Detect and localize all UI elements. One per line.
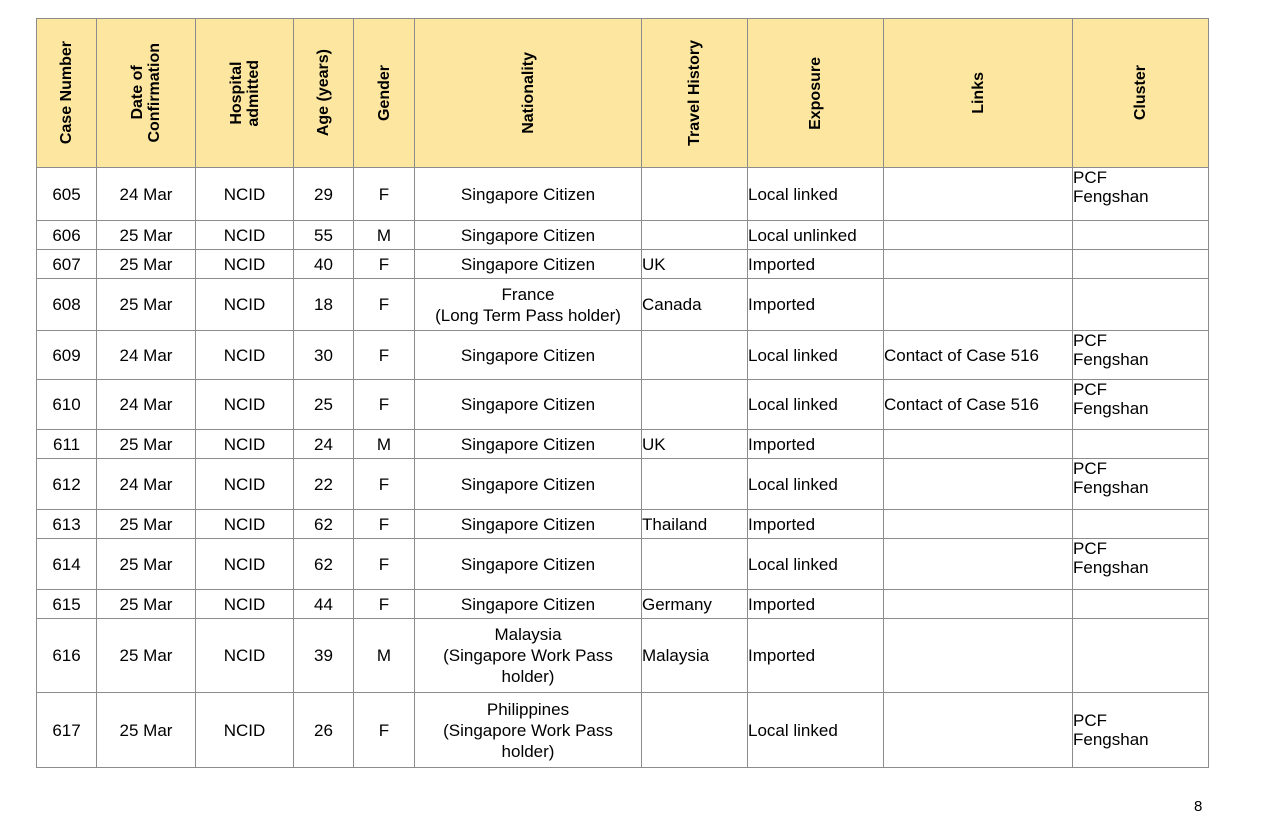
exposure-cell: [748, 331, 884, 380]
links-cell: [884, 331, 1073, 380]
date-of-confirmation-value: 25 Mar: [119, 646, 173, 665]
age-value: 62: [314, 554, 333, 574]
hospital-admitted-value: NCID: [223, 646, 266, 665]
age-cell: [294, 590, 354, 619]
gender-value: F: [378, 295, 390, 314]
age-value: 40: [314, 254, 333, 274]
hospital-admitted-value: NCID: [223, 474, 266, 494]
nationality-value: Malaysia (Singapore Work Pass holder): [443, 625, 613, 686]
case-number-cell: [37, 539, 97, 590]
case-number-value: 617: [52, 720, 81, 740]
cluster-value: PCF Fengshan: [1073, 539, 1149, 577]
gender-cell: [354, 380, 415, 430]
exposure-value: Imported: [748, 254, 816, 274]
table-header: [37, 19, 1209, 168]
nationality-cell: [415, 279, 642, 331]
travel-history-cell: [642, 279, 748, 331]
nationality-value: Singapore Citizen: [460, 594, 596, 614]
nationality-value: Singapore Citizen: [460, 474, 596, 494]
exposure-cell: [748, 380, 884, 430]
case-number-cell: [37, 619, 97, 693]
gender-cell: [354, 279, 415, 331]
date-of-confirmation-value: 25 Mar: [119, 254, 173, 274]
age-cell: [294, 459, 354, 510]
case-number-cell: [37, 380, 97, 430]
nationality-value: Singapore Citizen: [460, 514, 596, 534]
links-cell: [884, 279, 1073, 331]
column-header-label: Gender: [375, 64, 393, 121]
age-value: 62: [314, 514, 333, 534]
date-of-confirmation-value: 24 Mar: [119, 395, 173, 414]
links-cell: [884, 380, 1073, 430]
column-header-label: Date of Confirmation: [129, 43, 163, 143]
case-number-value: 610: [52, 395, 81, 414]
age-cell: [294, 168, 354, 221]
travel-history-cell: [642, 693, 748, 768]
column-header: [884, 19, 1073, 168]
header-row: [37, 19, 1209, 168]
age-cell: [294, 221, 354, 250]
nationality-cell: [415, 590, 642, 619]
nationality-cell: [415, 619, 642, 693]
travel-history-cell: [642, 459, 748, 510]
hospital-admitted-cell: [196, 693, 294, 768]
date-of-confirmation-cell: [97, 459, 196, 510]
hospital-admitted-value: NCID: [223, 514, 266, 534]
date-of-confirmation-cell: [97, 168, 196, 221]
links-value: Contact of Case 516: [884, 395, 1039, 414]
date-of-confirmation-value: 24 Mar: [119, 345, 173, 365]
nationality-cell: [415, 459, 642, 510]
case-number-cell: [37, 430, 97, 459]
case-number-value: 613: [52, 514, 81, 534]
cluster-value: PCF Fengshan: [1073, 711, 1149, 749]
gender-cell: [354, 590, 415, 619]
hospital-admitted-value: NCID: [223, 395, 266, 414]
exposure-cell: [748, 590, 884, 619]
travel-history-value: UK: [642, 254, 666, 274]
gender-value: F: [378, 720, 390, 740]
hospital-admitted-value: NCID: [223, 720, 266, 740]
travel-history-value: Germany: [642, 594, 712, 614]
date-of-confirmation-cell: [97, 279, 196, 331]
date-of-confirmation-value: 25 Mar: [119, 225, 173, 245]
nationality-cell: [415, 221, 642, 250]
exposure-value: Imported: [748, 295, 816, 314]
age-cell: [294, 510, 354, 539]
exposure-cell: [748, 539, 884, 590]
cluster-cell: [1073, 221, 1209, 250]
gender-value: M: [376, 225, 392, 245]
case-number-cell: [37, 250, 97, 279]
gender-cell: [354, 221, 415, 250]
exposure-value: Imported: [748, 594, 816, 614]
date-of-confirmation-value: 24 Mar: [119, 474, 173, 494]
links-value: Contact of Case 516: [884, 345, 1039, 365]
gender-value: M: [376, 646, 392, 665]
column-header: [196, 19, 294, 168]
column-header: [415, 19, 642, 168]
case-number-cell: [37, 279, 97, 331]
exposure-cell: [748, 459, 884, 510]
age-cell: [294, 331, 354, 380]
travel-history-cell: [642, 539, 748, 590]
travel-history-cell: [642, 430, 748, 459]
exposure-cell: [748, 250, 884, 279]
hospital-admitted-value: NCID: [223, 225, 266, 245]
exposure-value: Local linked: [748, 720, 838, 740]
date-of-confirmation-cell: [97, 693, 196, 768]
gender-cell: [354, 168, 415, 221]
cluster-value: PCF Fengshan: [1073, 380, 1149, 418]
cluster-cell: [1073, 168, 1209, 221]
cluster-cell: [1073, 331, 1209, 380]
exposure-value: Local linked: [748, 474, 838, 494]
case-number-value: 607: [52, 254, 81, 274]
gender-cell: [354, 430, 415, 459]
column-header: [642, 19, 748, 168]
travel-history-cell: [642, 380, 748, 430]
hospital-admitted-cell: [196, 590, 294, 619]
case-number-value: 611: [52, 434, 81, 454]
case-number-value: 614: [52, 554, 81, 574]
case-number-value: 609: [52, 345, 81, 365]
column-header: [748, 19, 884, 168]
date-of-confirmation-cell: [97, 510, 196, 539]
hospital-admitted-value: NCID: [223, 295, 266, 314]
travel-history-cell: [642, 510, 748, 539]
date-of-confirmation-cell: [97, 619, 196, 693]
nationality-value: Philippines (Singapore Work Pass holder): [443, 699, 613, 761]
exposure-cell: [748, 510, 884, 539]
travel-history-value: Canada: [642, 295, 702, 314]
table-row: [37, 430, 1209, 459]
date-of-confirmation-value: 25 Mar: [119, 720, 173, 740]
nationality-cell: [415, 430, 642, 459]
nationality-cell: [415, 539, 642, 590]
date-of-confirmation-value: 24 Mar: [119, 184, 173, 204]
case-number-value: 615: [52, 594, 81, 614]
column-header-label: Travel History: [686, 40, 703, 146]
date-of-confirmation-value: 25 Mar: [119, 514, 173, 534]
case-number-value: 608: [52, 295, 81, 314]
cluster-cell: [1073, 590, 1209, 619]
travel-history-cell: [642, 590, 748, 619]
exposure-value: Local linked: [748, 554, 838, 574]
case-number-cell: [37, 459, 97, 510]
cluster-cell: [1073, 250, 1209, 279]
exposure-value: Local linked: [748, 345, 838, 365]
travel-history-value: UK: [642, 434, 666, 454]
links-cell: [884, 168, 1073, 221]
cluster-cell: [1073, 459, 1209, 510]
page-number: 8: [1194, 798, 1203, 815]
table-row: [37, 279, 1209, 331]
gender-cell: [354, 250, 415, 279]
column-header: [37, 19, 97, 168]
nationality-value: Singapore Citizen: [460, 345, 596, 365]
column-header: [1073, 19, 1209, 168]
cluster-cell: [1073, 279, 1209, 331]
gender-cell: [354, 331, 415, 380]
hospital-admitted-cell: [196, 619, 294, 693]
hospital-admitted-value: NCID: [223, 254, 266, 274]
date-of-confirmation-value: 25 Mar: [119, 554, 173, 574]
exposure-value: Imported: [748, 646, 816, 665]
nationality-value: Singapore Citizen: [460, 225, 596, 245]
table-row: [37, 539, 1209, 590]
column-header-label: Cluster: [1132, 65, 1149, 121]
gender-cell: [354, 539, 415, 590]
case-number-value: 612: [52, 474, 81, 494]
date-of-confirmation-value: 25 Mar: [119, 594, 173, 614]
hospital-admitted-value: NCID: [223, 554, 266, 574]
gender-cell: [354, 693, 415, 768]
travel-history-value: Malaysia: [642, 646, 710, 665]
table-row: [37, 459, 1209, 510]
age-value: 39: [314, 646, 333, 665]
cluster-cell: [1073, 619, 1209, 693]
case-number-cell: [37, 221, 97, 250]
gender-value: F: [378, 554, 390, 574]
table-row: [37, 590, 1209, 619]
nationality-value: Singapore Citizen: [460, 554, 596, 574]
date-of-confirmation-value: 25 Mar: [119, 295, 173, 314]
exposure-cell: [748, 221, 884, 250]
case-number-cell: [37, 590, 97, 619]
links-cell: [884, 619, 1073, 693]
hospital-admitted-value: NCID: [223, 184, 266, 204]
nationality-value: Singapore Citizen: [460, 254, 596, 274]
travel-history-cell: [642, 221, 748, 250]
exposure-cell: [748, 619, 884, 693]
case-number-value: 616: [52, 646, 81, 665]
age-cell: [294, 250, 354, 279]
date-of-confirmation-cell: [97, 221, 196, 250]
age-value: 29: [314, 184, 333, 204]
gender-value: F: [378, 395, 390, 414]
hospital-admitted-value: NCID: [223, 345, 266, 365]
nationality-cell: [415, 693, 642, 768]
hospital-admitted-cell: [196, 539, 294, 590]
age-value: 44: [314, 594, 333, 614]
age-value: 22: [314, 474, 333, 494]
gender-value: F: [378, 184, 390, 204]
date-of-confirmation-cell: [97, 331, 196, 380]
column-header-label: Age (years): [315, 49, 332, 137]
exposure-value: Imported: [748, 514, 816, 534]
gender-value: M: [376, 434, 392, 454]
nationality-cell: [415, 380, 642, 430]
exposure-value: Local linked: [748, 395, 838, 414]
hospital-admitted-cell: [196, 221, 294, 250]
links-cell: [884, 693, 1073, 768]
travel-history-cell: [642, 250, 748, 279]
date-of-confirmation-cell: [97, 250, 196, 279]
links-cell: [884, 221, 1073, 250]
case-number-cell: [37, 510, 97, 539]
table-row: [37, 380, 1209, 430]
table-row: [37, 221, 1209, 250]
exposure-cell: [748, 168, 884, 221]
table-body: [37, 168, 1209, 768]
gender-value: F: [378, 514, 390, 534]
date-of-confirmation-value: 25 Mar: [119, 434, 173, 454]
case-number-value: 605: [52, 184, 81, 204]
nationality-value: Singapore Citizen: [460, 434, 596, 454]
age-value: 24: [314, 434, 333, 454]
column-header: [97, 19, 196, 168]
age-cell: [294, 693, 354, 768]
nationality-value: France (Long Term Pass holder): [435, 284, 621, 325]
nationality-cell: [415, 250, 642, 279]
links-cell: [884, 430, 1073, 459]
travel-history-cell: [642, 168, 748, 221]
nationality-cell: [415, 168, 642, 221]
exposure-value: Imported: [748, 434, 816, 454]
hospital-admitted-cell: [196, 168, 294, 221]
table-row: [37, 693, 1209, 768]
table-row: [37, 619, 1209, 693]
case-number-cell: [37, 331, 97, 380]
column-header-label: Hospital admitted: [227, 59, 262, 127]
column-header-label: Nationality: [519, 52, 537, 134]
cluster-value: PCF Fengshan: [1073, 459, 1149, 497]
column-header-label: Exposure: [807, 56, 824, 130]
column-header-label: Case Number: [58, 41, 75, 145]
age-cell: [294, 430, 354, 459]
nationality-value: Singapore Citizen: [460, 184, 596, 204]
cluster-cell: [1073, 510, 1209, 539]
travel-history-cell: [642, 619, 748, 693]
links-cell: [884, 590, 1073, 619]
links-cell: [884, 250, 1073, 279]
cluster-cell: [1073, 693, 1209, 768]
exposure-cell: [748, 430, 884, 459]
links-cell: [884, 459, 1073, 510]
exposure-cell: [748, 693, 884, 768]
age-cell: [294, 380, 354, 430]
travel-history-value: Thailand: [642, 514, 708, 534]
age-value: 30: [314, 345, 333, 365]
hospital-admitted-value: NCID: [223, 434, 266, 454]
table-row: [37, 331, 1209, 380]
cases-table: [36, 18, 1209, 768]
hospital-admitted-cell: [196, 510, 294, 539]
column-header: [354, 19, 415, 168]
date-of-confirmation-cell: [97, 380, 196, 430]
nationality-value: Singapore Citizen: [460, 395, 596, 414]
gender-value: F: [378, 594, 390, 614]
links-cell: [884, 510, 1073, 539]
hospital-admitted-cell: [196, 331, 294, 380]
cluster-cell: [1073, 539, 1209, 590]
date-of-confirmation-cell: [97, 539, 196, 590]
nationality-cell: [415, 510, 642, 539]
age-cell: [294, 279, 354, 331]
gender-value: F: [378, 345, 390, 365]
gender-cell: [354, 510, 415, 539]
column-header: [294, 19, 354, 168]
links-cell: [884, 539, 1073, 590]
exposure-value: Local unlinked: [748, 225, 857, 245]
column-header-label: Links: [969, 72, 987, 114]
exposure-cell: [748, 279, 884, 331]
age-value: 26: [314, 720, 333, 740]
hospital-admitted-cell: [196, 380, 294, 430]
age-value: 18: [314, 295, 333, 314]
date-of-confirmation-cell: [97, 590, 196, 619]
cluster-cell: [1073, 430, 1209, 459]
gender-value: F: [378, 474, 390, 494]
age-cell: [294, 539, 354, 590]
cluster-cell: [1073, 380, 1209, 430]
case-number-value: 606: [52, 225, 81, 245]
hospital-admitted-cell: [196, 279, 294, 331]
hospital-admitted-cell: [196, 430, 294, 459]
age-cell: [294, 619, 354, 693]
gender-cell: [354, 619, 415, 693]
gender-cell: [354, 459, 415, 510]
exposure-value: Local linked: [748, 184, 838, 204]
cluster-value: PCF Fengshan: [1073, 331, 1149, 369]
age-value: 55: [314, 225, 333, 245]
table-row: [37, 510, 1209, 539]
hospital-admitted-cell: [196, 250, 294, 279]
hospital-admitted-value: NCID: [223, 594, 266, 614]
date-of-confirmation-cell: [97, 430, 196, 459]
hospital-admitted-cell: [196, 459, 294, 510]
travel-history-cell: [642, 331, 748, 380]
age-value: 25: [314, 395, 333, 414]
cluster-value: PCF Fengshan: [1073, 168, 1149, 206]
table-row: [37, 250, 1209, 279]
case-number-cell: [37, 693, 97, 768]
table-row: [37, 168, 1209, 221]
nationality-cell: [415, 331, 642, 380]
case-number-cell: [37, 168, 97, 221]
gender-value: F: [378, 254, 390, 274]
